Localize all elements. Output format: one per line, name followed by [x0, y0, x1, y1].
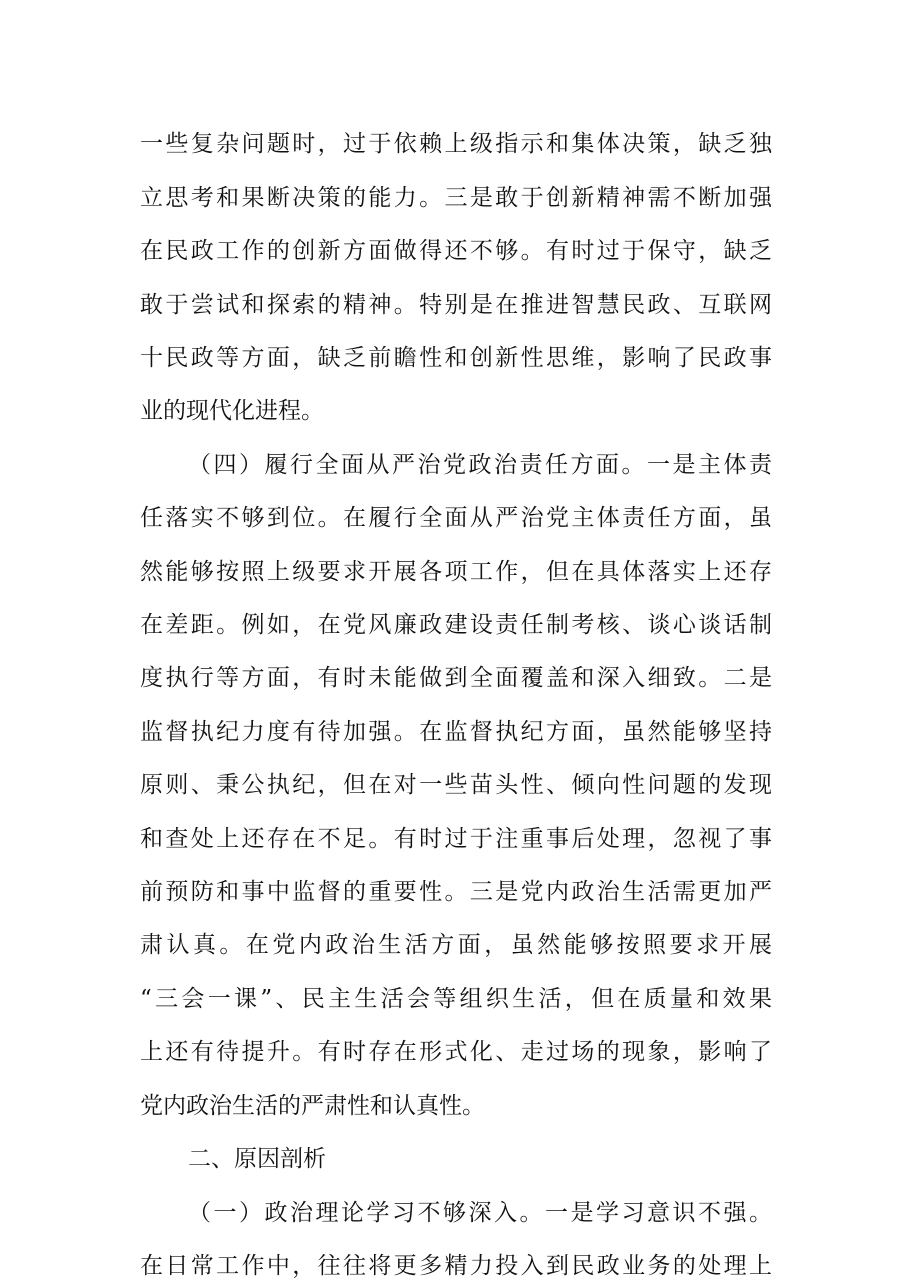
text-line-4: 敢于尝试和探索的精神。特别是在推进智慧民政、互联网	[140, 292, 772, 318]
text-line-14: 和查处上还存在不足。有时过于注重事后处理，忽视了事	[140, 826, 772, 852]
text-line-5: 十民政等方面，缺乏前瞻性和创新性思维，影响了民政事	[140, 345, 772, 371]
text-line-11: 度执行等方面，有时未能做到全面覆盖和深入细致。二是	[140, 665, 772, 691]
text-line-8: 任落实不够到位。在履行全面从严治党主体责任方面，虽	[140, 505, 772, 531]
subsection-one-heading-line: （一）政治理论学习不够深入。一是学习意识不强。	[188, 1200, 772, 1226]
text-line-13: 原则、秉公执纪，但在对一些苗头性、倾向性问题的发现	[140, 772, 772, 798]
text-line-3: 在民政工作的创新方面做得还不够。有时过于保守，缺乏	[140, 238, 772, 264]
text-line-22: 在日常工作中，往往将更多精力投入到民政业务的处理上	[140, 1253, 772, 1279]
text-line-17: “三会一课”、民主生活会等组织生活，但在质量和效果	[140, 986, 772, 1012]
text-line-2: 立思考和果断决策的能力。三是敢于创新精神需不断加强	[140, 185, 772, 211]
text-line-1: 一些复杂问题时，过于依赖上级指示和集体决策，缺乏独	[140, 131, 772, 157]
section-four-heading-line: （四）履行全面从严治党政治责任方面。一是主体责	[188, 452, 772, 478]
text-line-12: 监督执纪力度有待加强。在监督执纪方面，虽然能够坚持	[140, 719, 772, 745]
text-line-6: 业的现代化进程。	[140, 398, 324, 424]
text-line-9: 然能够按照上级要求开展各项工作，但在具体落实上还存	[140, 559, 772, 585]
section-heading-cause-analysis: 二、原因剖析	[188, 1146, 326, 1172]
text-line-18: 上还有待提升。有时存在形式化、走过场的现象，影响了	[140, 1039, 772, 1065]
text-line-15: 前预防和事中监督的重要性。三是党内政治生活需更加严	[140, 879, 772, 905]
text-line-19: 党内政治生活的严肃性和认真性。	[140, 1093, 485, 1119]
text-line-16: 肃认真。在党内政治生活方面，虽然能够按照要求开展	[140, 932, 772, 958]
text-line-10: 在差距。例如，在党风廉政建设责任制考核、谈心谈话制	[140, 612, 772, 638]
